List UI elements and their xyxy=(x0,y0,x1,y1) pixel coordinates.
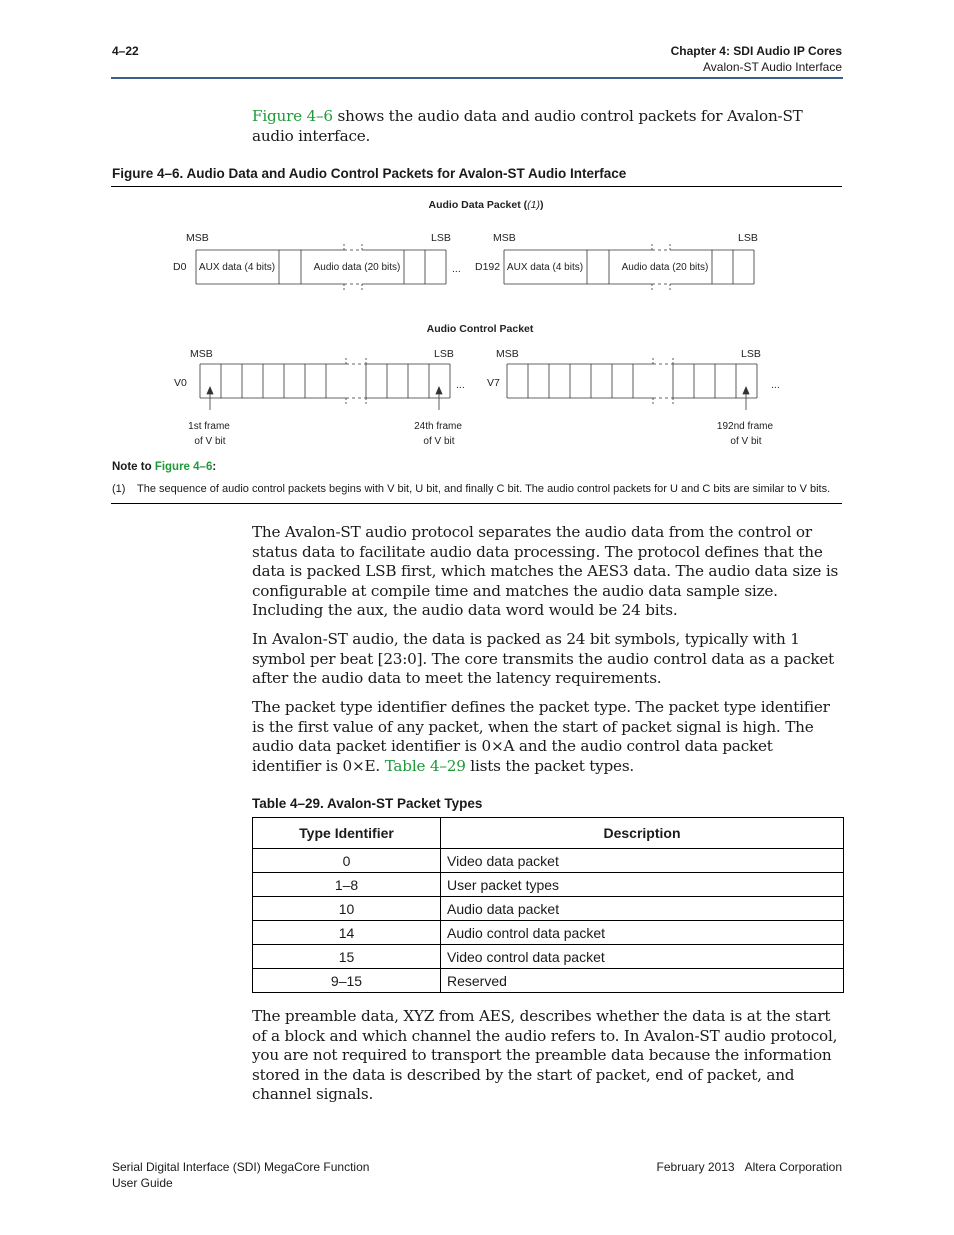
packet-diagram xyxy=(0,0,954,470)
msb-label: MSB xyxy=(186,232,209,244)
description-cell: Video control data packet xyxy=(441,945,844,969)
ellipsis: ... xyxy=(771,379,780,391)
column-header-type-identifier: Type Identifier xyxy=(253,818,441,849)
data-packet-title: Audio Data Packet ((1)) xyxy=(428,199,544,211)
figure-note-text: The sequence of audio control packets begins with V bit, U bit, and finally C bit. The audio control packets for U and C bits are similar to V bits. xyxy=(137,483,831,495)
body-paragraph: The packet type identifier defines the packet type. The packet type identifier is the first value of any packet, when the start of packet signal is high. The audio data packet identifier is 0×A and the audio control data packet identifier is 0×E. Table 4–29 lists the packet types. xyxy=(252,698,830,775)
footer-date: February 2013 xyxy=(656,1160,735,1174)
ellipsis: ... xyxy=(452,263,461,275)
lsb-label: LSB xyxy=(431,232,451,244)
table-row xyxy=(253,897,844,921)
table-row xyxy=(253,945,844,969)
msb-label: MSB xyxy=(493,232,516,244)
control-packet-title: Audio Control Packet xyxy=(426,323,534,335)
lsb-label: LSB xyxy=(741,348,761,360)
body-paragraph: In Avalon-ST audio, the data is packed as 24 bit symbols, typically with 1 symbol per beat [23:0]. The core transmits the audio control data as a packet after the audio data to meet the latency requirements. xyxy=(252,630,835,688)
frame-label-of-v-bit: of V bit xyxy=(423,436,455,447)
d192-label: D192 xyxy=(475,261,501,273)
figure-note-heading: Note to Figure 4–6: xyxy=(112,461,217,473)
v7-label: V7 xyxy=(487,377,500,389)
type-identifier-cell: 1–8 xyxy=(253,873,441,897)
section-title: Avalon-ST Audio Interface xyxy=(703,60,842,74)
audio-field-label: Audio data (20 bits) xyxy=(313,262,401,273)
frame-label-1st: 1st frame xyxy=(188,421,230,432)
description-cell: Audio data packet xyxy=(441,897,844,921)
type-identifier-cell: 14 xyxy=(253,921,441,945)
table-caption: Table 4–29. Avalon-ST Packet Types xyxy=(252,796,483,811)
ellipsis: ... xyxy=(456,379,465,391)
arrow-up-icon xyxy=(743,387,749,410)
description-cell: Audio control data packet xyxy=(441,921,844,945)
lsb-label: LSB xyxy=(738,232,758,244)
intro-paragraph: Figure 4–6 shows the audio data and audio control packets for Avalon-ST audio interface. xyxy=(252,107,803,145)
frame-label-24th: 24th frame xyxy=(414,421,462,432)
table-row xyxy=(253,849,844,873)
type-identifier-cell: 10 xyxy=(253,897,441,921)
page-number: 4–22 xyxy=(112,44,139,58)
table-row xyxy=(253,969,844,993)
footer-company: Altera Corporation xyxy=(744,1160,842,1174)
body-paragraph: The preamble data, XYZ from AES, describes whether the data is at the start of a block and which channel the audio refers to. In Avalon-ST audio protocol, you are not required to transport the preamble data because the information stored in the data is described by the start of packet, end of packet, and channel signals. xyxy=(252,1007,838,1104)
aux-field-label: AUX data (4 bits) xyxy=(506,262,584,273)
lsb-label: LSB xyxy=(434,348,454,360)
chapter-title: Chapter 4: SDI Audio IP Cores xyxy=(670,44,842,58)
description-cell: Reserved xyxy=(441,969,844,993)
frame-label-192nd: 192nd frame xyxy=(716,421,774,432)
table-link[interactable]: Table 4–29 xyxy=(384,756,466,775)
msb-label: MSB xyxy=(190,348,213,360)
v0-label: V0 xyxy=(174,377,187,389)
type-identifier-cell: 0 xyxy=(253,849,441,873)
table-row xyxy=(253,921,844,945)
footer-date-company xyxy=(657,1159,842,1175)
column-header-description: Description xyxy=(441,818,844,849)
figure-caption: Figure 4–6. Audio Data and Audio Control Packets for Avalon-ST Audio Interface xyxy=(112,166,627,181)
figure-link[interactable]: Figure 4–6 xyxy=(154,461,213,473)
figure-note-number: (1) xyxy=(112,483,126,495)
footer-doc-title: Serial Digital Interface (SDI) MegaCore Function xyxy=(112,1160,370,1174)
arrow-up-icon xyxy=(207,387,213,410)
figure-link[interactable]: Figure 4–6 xyxy=(252,107,333,125)
frame-label-of-v-bit: of V bit xyxy=(194,436,226,447)
table-row xyxy=(253,873,844,897)
aux-field-label: AUX data (4 bits) xyxy=(198,262,276,273)
frame-label-of-v-bit: of V bit xyxy=(730,436,762,447)
table-header-row xyxy=(253,818,844,849)
type-identifier-cell: 15 xyxy=(253,945,441,969)
control-word-v0 xyxy=(200,358,450,404)
figure-bottom-rule xyxy=(111,503,842,504)
audio-field-label: Audio data (20 bits) xyxy=(621,262,709,273)
description-cell: Video data packet xyxy=(441,849,844,873)
msb-label: MSB xyxy=(496,348,519,360)
control-word-v7 xyxy=(507,358,757,404)
body-paragraph: The Avalon-ST audio protocol separates the audio data from the control or status data to facilitate audio data processing. The protocol defines that the data is packed LSB first, which matches the AES3 data. The audio data size is configurable at compile time and matches the audio data sample size. Including the aux, the audio data word would be 24 bits. xyxy=(252,523,839,620)
type-identifier-cell: 9–15 xyxy=(253,969,441,993)
arrow-up-icon xyxy=(436,387,442,410)
packet-types-table xyxy=(252,817,844,993)
description-cell: User packet types xyxy=(441,873,844,897)
d0-label: D0 xyxy=(173,261,187,273)
footer-doc-subtitle: User Guide xyxy=(112,1176,173,1190)
